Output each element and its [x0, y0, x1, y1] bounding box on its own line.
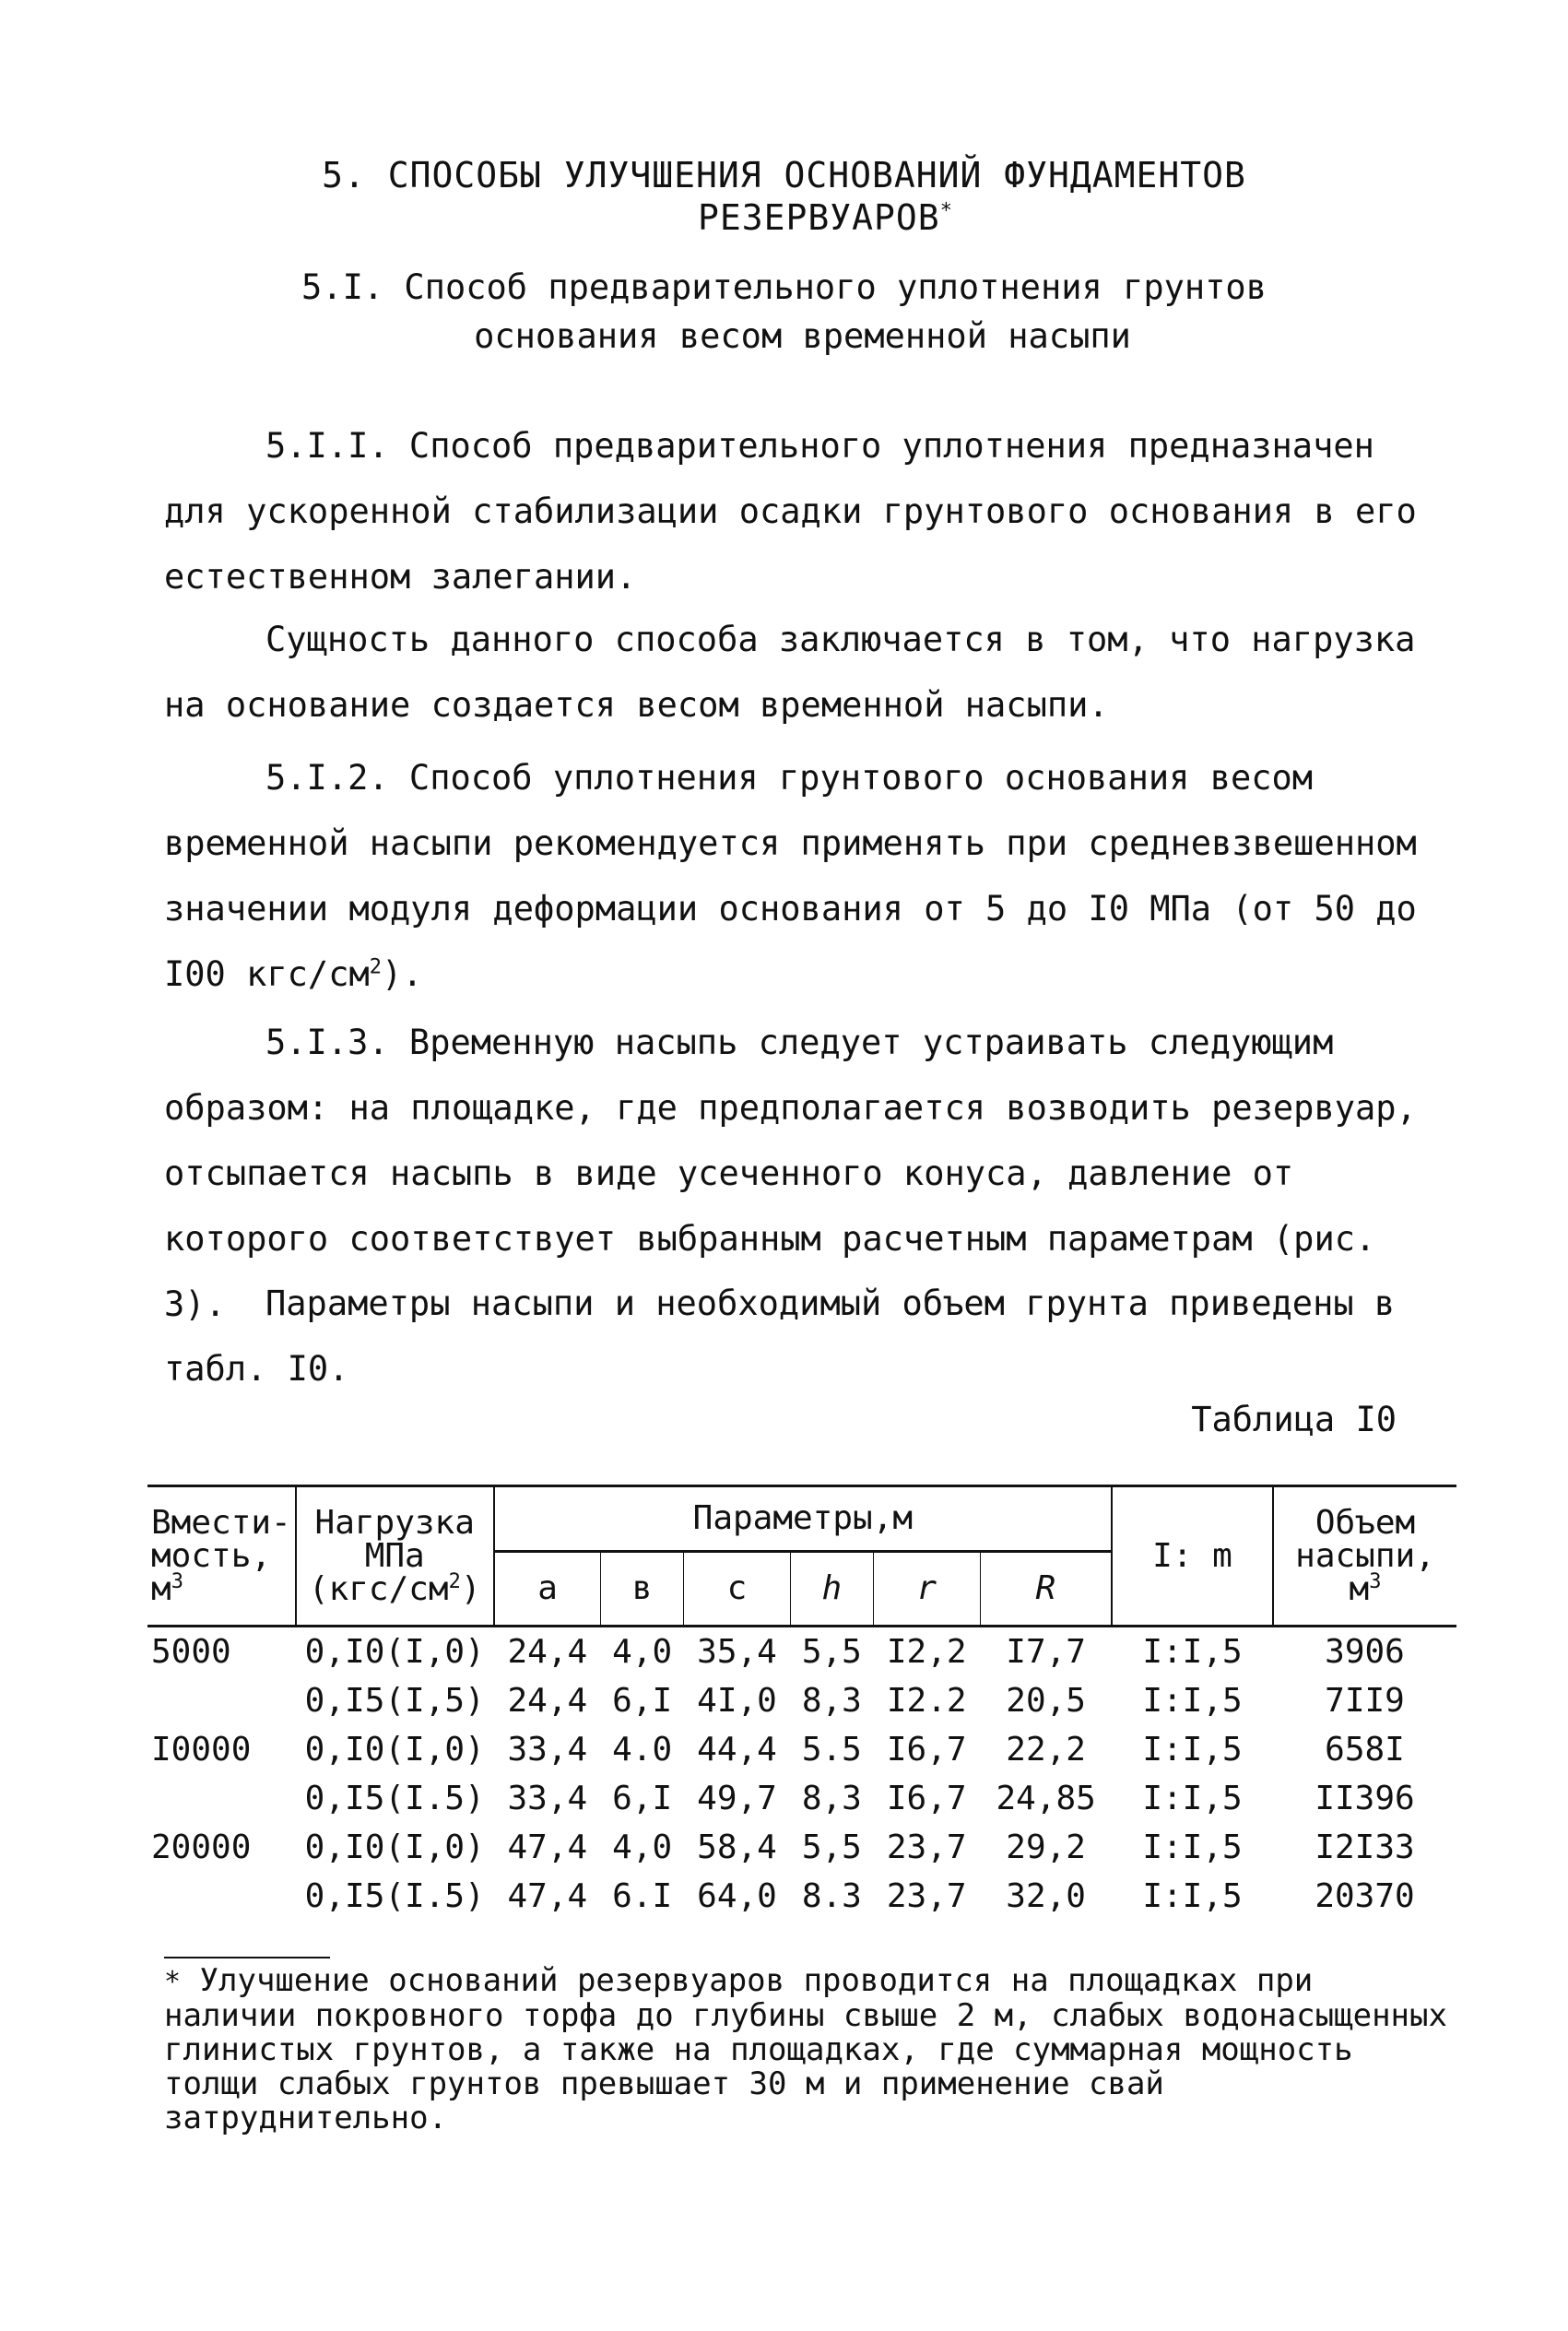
footnote-text: Улучшение оснований резервуаров проводится на площадках при наличии покровного торфа до глубины свыше 2 м, слабых водонасыщенных глинистых грунтов, а также на площадках, где суммарная мощность толщи слабых грунтов превышает 30 м и применение свай затруднительно.: [164, 1962, 1447, 2136]
paragraph-5-1-3: 5.I.3. Временную насыпь следует устраивать следующим образом: на площадке, где предполагается возводить резервуар, отсыпается насыпь в виде усеченного конуса, давление от которого соответствует выбранным расчетным параметрам (рис. 3).: [164, 1023, 1417, 1324]
header-volume-unit: м: [1349, 1569, 1370, 1608]
cell-c: 44,4: [697, 1731, 777, 1769]
cell-a: 47,4: [507, 1877, 588, 1915]
cell-ratio: I:I,5: [1142, 1682, 1243, 1720]
cell-a: 33,4: [507, 1731, 588, 1769]
cell-capacity: [147, 1774, 296, 1823]
cell-b: 4.0: [612, 1731, 673, 1769]
cell-h: 5,5: [801, 1828, 862, 1866]
cell-h: 8.3: [801, 1877, 862, 1915]
cell-c: 64,0: [697, 1877, 777, 1915]
header-load-unit2: (кгс/см: [308, 1569, 449, 1608]
table-caption: Таблица I0: [1191, 1400, 1397, 1439]
cell-h: 8,3: [801, 1682, 862, 1720]
paragraph-5-1-2-end: ).: [382, 954, 423, 994]
header-capacity-label: Вмести-мость,: [151, 1503, 291, 1575]
paragraph-5-1-1: 5.I.I. Способ предварительного уплотнения предназначен для ускоренной стабилизации осадки грунтового основания в его естественном залегании.: [164, 426, 1417, 597]
paragraph-essence: Сущность данного способа заключается в том, что нагрузка на основание создается весом временной насыпи.: [164, 620, 1416, 725]
cell-volume: I2I33: [1315, 1828, 1415, 1866]
parameters-table: [147, 1485, 1456, 1921]
header-capacity-unit-sup: 3: [171, 1569, 183, 1593]
cell-load: 0,I5(I.5): [304, 1780, 485, 1817]
cell-ratio: I:I,5: [1142, 1780, 1243, 1817]
cell-r: I2.2: [886, 1682, 967, 1720]
cell-load: 0,I5(I,5): [304, 1682, 485, 1720]
header-load-unit2-sup: 2: [448, 1569, 461, 1593]
cell-c: 49,7: [697, 1780, 777, 1817]
table-row: [147, 1725, 1456, 1774]
cell-h: 5.5: [801, 1731, 862, 1769]
header-param-r: r: [873, 1552, 980, 1627]
cell-R: 22,2: [1006, 1731, 1086, 1769]
table-header-row: [147, 1486, 1456, 1552]
table-row: [147, 1872, 1456, 1921]
header-params: Параметры,м: [494, 1486, 1112, 1552]
footnote-divider: [164, 1957, 330, 1958]
cell-r: 23,7: [886, 1828, 967, 1866]
header-load: [296, 1486, 494, 1627]
footnote: [164, 1964, 1455, 2136]
cell-a: 33,4: [507, 1780, 588, 1817]
table-row: [147, 1774, 1456, 1823]
paragraph-5-1-2-text: 5.I.2. Способ уплотнения грунтового основания весом временной насыпи рекомендуется применять при средневзвешенном значении модуля деформации основания от 5 до I0 МПа (от 50 до I00 кгс/см: [164, 758, 1417, 994]
cell-R: 32,0: [1006, 1877, 1086, 1915]
cell-r: 23,7: [886, 1877, 967, 1915]
header-capacity: [147, 1486, 296, 1627]
cell-volume: 658I: [1325, 1731, 1405, 1769]
section-title-line1: 5. СПОСОБЫ УЛУЧШЕНИЯ ОСНОВАНИЙ ФУНДАМЕНТОВ: [322, 155, 1246, 195]
cell-volume: II396: [1315, 1780, 1415, 1817]
cell-capacity: 5000: [151, 1633, 231, 1671]
cell-h: 5,5: [801, 1633, 862, 1671]
cell-r: I6,7: [886, 1731, 967, 1769]
cell-capacity: [147, 1676, 296, 1725]
header-volume-unit-sup: 3: [1369, 1569, 1382, 1593]
cell-capacity: [147, 1872, 296, 1921]
cell-capacity: I0000: [151, 1731, 252, 1769]
header-param-b: в: [601, 1552, 684, 1627]
cell-R: I7,7: [1006, 1633, 1086, 1671]
header-param-h: h: [791, 1552, 874, 1627]
cell-ratio: I:I,5: [1142, 1633, 1243, 1671]
header-load-unit: МПа: [364, 1536, 425, 1575]
header-ratio: I: m: [1112, 1486, 1273, 1627]
section-title-footnote-mark: *: [939, 199, 953, 223]
cell-a: 47,4: [507, 1828, 588, 1866]
section-title-text: РЕЗЕРВУАРОВ: [698, 197, 940, 238]
table-row: [147, 1676, 1456, 1725]
cell-volume: 20370: [1315, 1877, 1415, 1915]
cell-ratio: I:I,5: [1142, 1731, 1243, 1769]
header-param-a: а: [494, 1552, 601, 1627]
cell-h: 8,3: [801, 1780, 862, 1817]
cell-load: 0,I0(I,0): [304, 1731, 485, 1769]
cell-R: 20,5: [1006, 1682, 1086, 1720]
table-row: [147, 1823, 1456, 1872]
footnote-mark: *: [164, 1966, 182, 1998]
subsection-title-line2: основания весом временной насыпи: [474, 316, 1131, 356]
cell-load: 0,I0(I,0): [304, 1633, 485, 1671]
cell-load: 0,I0(I,0): [304, 1828, 485, 1866]
cell-volume: 3906: [1325, 1633, 1405, 1671]
cell-a: 24,4: [507, 1682, 588, 1720]
cell-R: 24,85: [996, 1780, 1096, 1817]
paragraph-5-1-2-superscript: 2: [369, 955, 383, 979]
cell-b: 6,I: [612, 1780, 673, 1817]
header-capacity-unit: м: [151, 1569, 171, 1608]
header-param-R: R: [980, 1552, 1112, 1627]
header-volume: [1273, 1486, 1456, 1627]
cell-capacity: 20000: [151, 1828, 252, 1866]
cell-a: 24,4: [507, 1633, 588, 1671]
cell-b: 4,0: [612, 1633, 673, 1671]
cell-r: I2,2: [886, 1633, 967, 1671]
paragraph-table-ref: Параметры насыпи и необходимый объем грунта приведены в табл. I0.: [164, 1284, 1396, 1389]
cell-b: 6,I: [612, 1682, 673, 1720]
header-load-unit2-end: ): [460, 1569, 481, 1608]
table-row: [147, 1627, 1456, 1677]
cell-c: 4I,0: [697, 1682, 777, 1720]
subsection-title-line1: 5.I. Способ предварительного уплотнения грунтов: [301, 267, 1267, 307]
cell-r: I6,7: [886, 1780, 967, 1817]
header-param-c: с: [683, 1552, 790, 1627]
paragraph-5-1-2: [164, 745, 1418, 1007]
cell-b: 4,0: [612, 1828, 673, 1866]
cell-R: 29,2: [1006, 1828, 1086, 1866]
cell-load: 0,I5(I.5): [304, 1877, 485, 1915]
section-title-line2: [0, 197, 1568, 238]
cell-c: 35,4: [697, 1633, 777, 1671]
cell-ratio: I:I,5: [1142, 1828, 1243, 1866]
cell-ratio: I:I,5: [1142, 1877, 1243, 1915]
header-load-label: Нагрузка: [314, 1503, 475, 1542]
cell-volume: 7II9: [1325, 1682, 1405, 1720]
cell-c: 58,4: [697, 1828, 777, 1866]
cell-b: 6.I: [612, 1877, 673, 1915]
header-volume-label: Объем насыпи,: [1295, 1503, 1435, 1575]
